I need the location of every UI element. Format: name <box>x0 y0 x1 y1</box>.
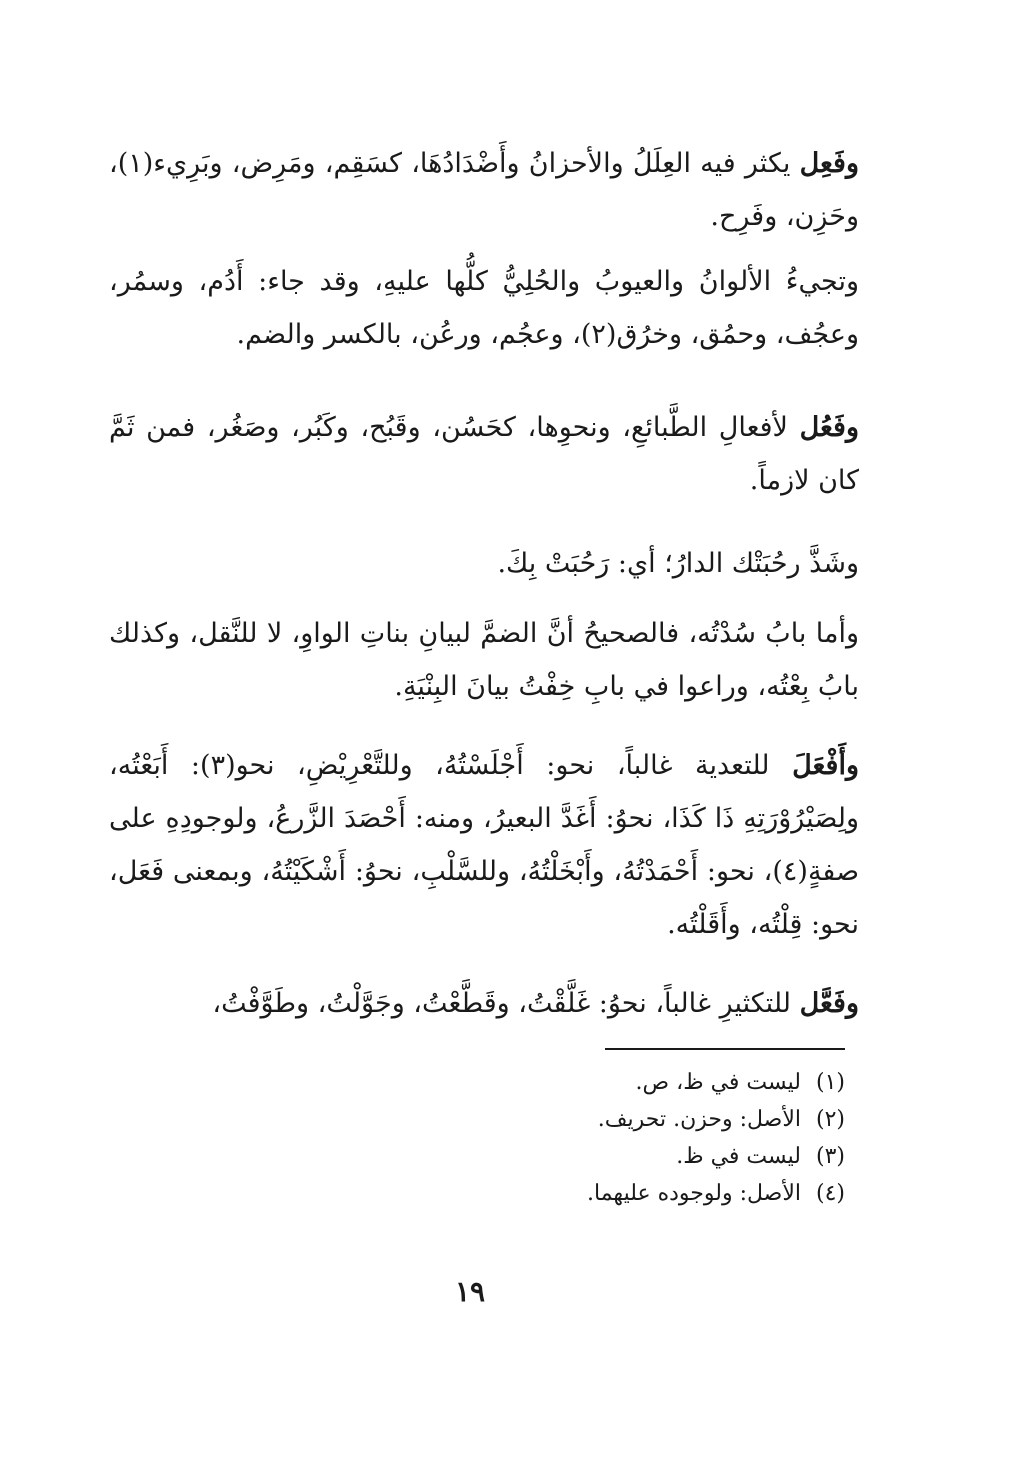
paragraph-exception <box>109 537 859 590</box>
footnote-number: (٣) <box>815 1144 845 1169</box>
footnote-number: (٤) <box>815 1181 845 1206</box>
paragraph-text: وأما بابُ سُدْتُه، فالصحيحُ أنَّ الضمَّ لبيانِ بناتِ الواوِ، لا للنَّقل، وكذلك بابُ بِعْتُه، وراعوا في بابِ خِفْتُ بيانَ البِنْيَةِ. <box>109 618 859 702</box>
paragraph-lead: وأَفْعَلَ <box>792 750 859 781</box>
footnote-number: (١) <box>815 1070 845 1095</box>
footnotes <box>245 1064 845 1212</box>
paragraph-text: للتعدية غالباً، نحو: أَجْلَسْتُهُ، وللتَّعْرِيْضِ، نحو(٣): أَبَعْتُه، ولِصَيْرُوْرَتِهِ ذَا كَذَا، نحوُ: أَغَدَّ البعيرُ، ومنه: أَحْصَدَ الزَّرعُ، ولوجودِهِ على صفةٍ(٤)، نحو: أَحْمَدْتُهُ، وأَبْخَلْتُهُ، وللسَّلْبِ، نحوُ: أَشْكَيْتُهُ، وبمعنى فَعَل، نحو: قِلْتُه، وأَقَلْتُه. <box>109 750 859 940</box>
footnote-item <box>245 1101 845 1138</box>
paragraph-lead: وفَعُل <box>799 412 859 443</box>
paragraph-text: وتجيءُ الألوانُ والعيوبُ والحُلِيُّ كلُّها عليهِ، وقد جاء: أَدُم، وسمُر، وعجُف، وحمُق، وخرُق(٢)، وعجُم، ورعُن، بالكسر والضم. <box>109 266 859 350</box>
footnote-text: الأصل: وحزن. تحريف. <box>597 1107 801 1132</box>
paragraph-faul <box>109 401 859 507</box>
footnote-item <box>245 1138 845 1175</box>
footnote-text: الأصل: ولوجوده عليهما. <box>587 1181 801 1206</box>
paragraph-lead: وفَعَّل <box>799 988 859 1019</box>
footnote-text: ليست في ظ، ص. <box>635 1070 801 1095</box>
paragraph-fail <box>109 137 859 243</box>
paragraph-faala <box>109 977 859 1030</box>
paragraph-text: يكثر فيه العِلَلُ والأحزانُ وأَضْدَادُهَا، كسَقِم، ومَرِض، وبَرِيء(١)، وحَزِن، وفَرِح. <box>109 148 859 232</box>
paragraph-colors <box>109 255 859 361</box>
paragraph-afala <box>109 739 859 951</box>
paragraph-sudtuh <box>109 607 859 713</box>
footnote-item <box>245 1175 845 1212</box>
footnote-divider <box>605 1048 845 1050</box>
footnote-number: (٢) <box>815 1107 845 1132</box>
paragraph-text: للتكثيرِ غالباً، نحوُ: غَلَّقْتُ، وقَطَّعْتُ، وجَوَّلْتُ، وطَوَّفْتُ، <box>212 988 800 1019</box>
paragraph-text: لأفعالِ الطَّبائعِ، ونحوِها، كحَسُن، وقَبُح، وكَبُر، وصَغُر، فمن ثَمَّ كان لازماً. <box>109 412 859 496</box>
paragraph-text: وشَذَّ رحُبَتْك الدارُ؛ أي: رَحُبَتْ بِكَ. <box>497 548 859 579</box>
paragraph-lead: وفَعِل <box>799 148 859 179</box>
footnote-text: ليست في ظ. <box>676 1144 801 1169</box>
footnote-item <box>245 1064 845 1101</box>
page-number: ١٩ <box>454 1275 486 1308</box>
